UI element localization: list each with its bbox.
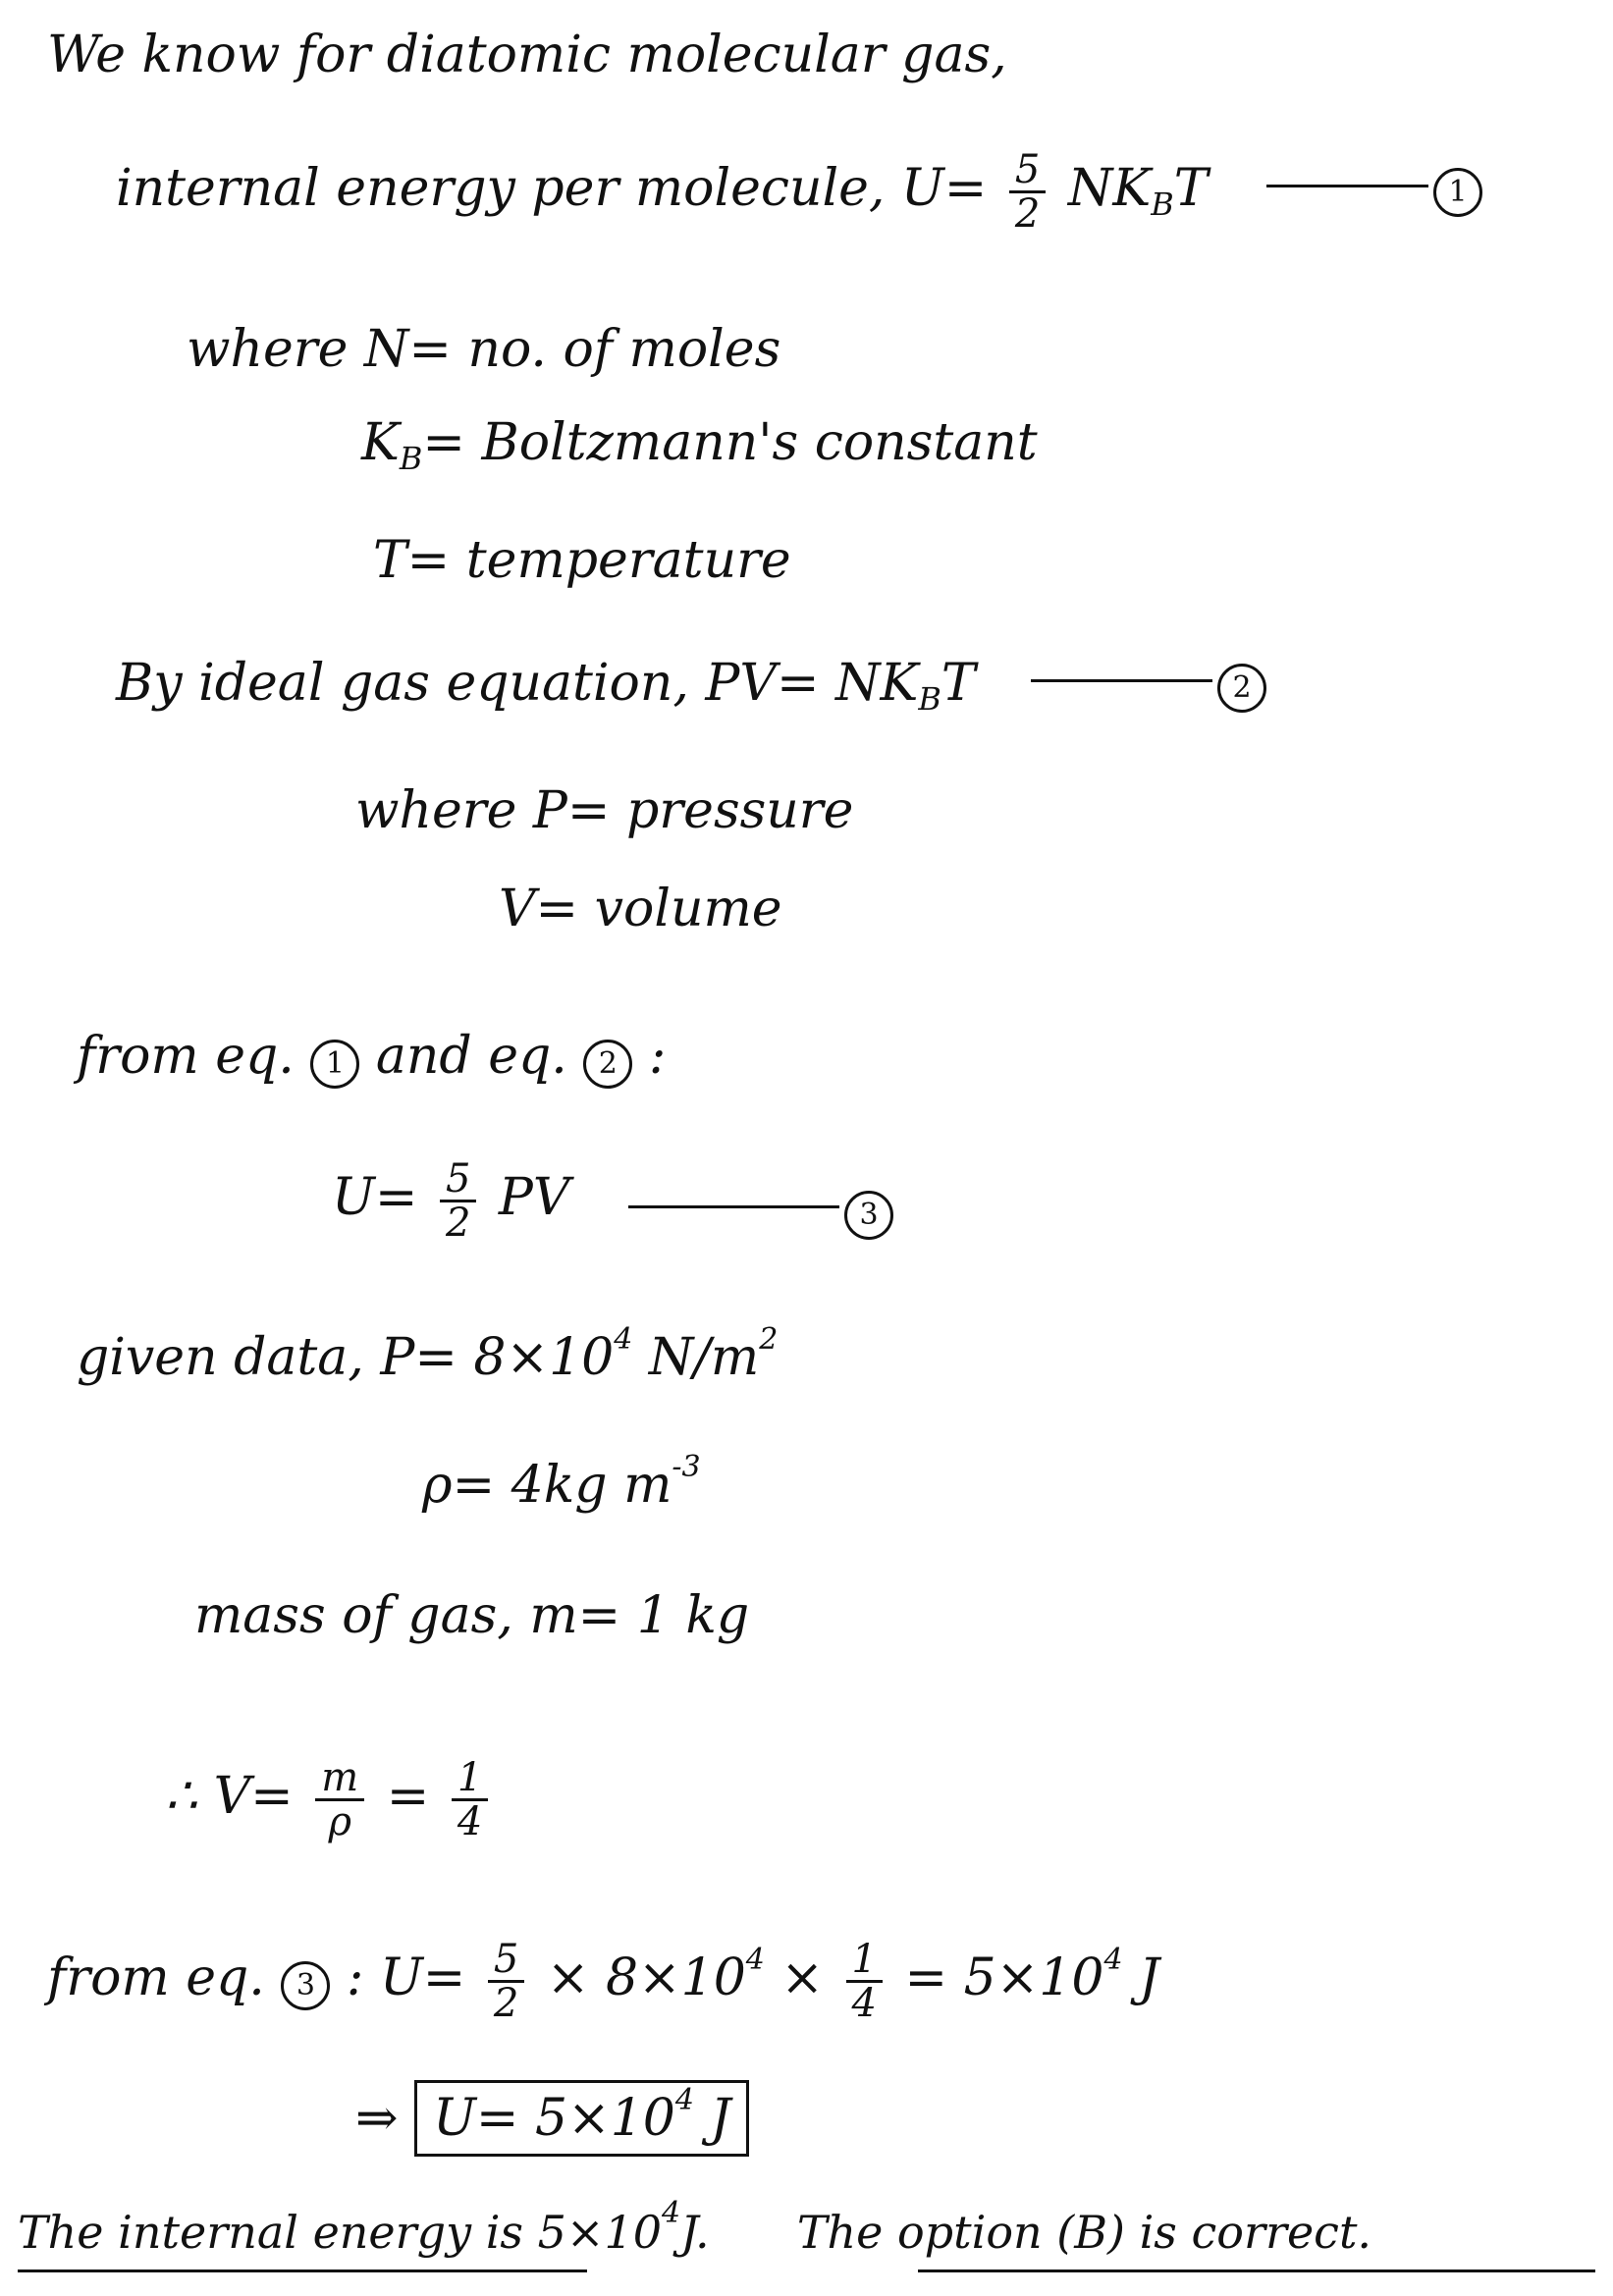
given-mass: mass of gas, m= 1 kg — [194, 1586, 750, 1645]
calculation-line: from eq. 3 : U= $\frac{5}{2}$ × $8\times 10^4$ × $\frac{1}{4}$ = $5\times 10^4$ J — [47, 1937, 1159, 2026]
conclusion-line — [18, 2196, 1372, 2259]
given-density: ρ= 4kg $m^{-3}$ — [422, 1450, 701, 1515]
fraction-5-over-2: $\frac{5}{2}$ — [1009, 149, 1046, 235]
equation-2-tag: 2 — [1217, 655, 1266, 713]
equation-1: internal energy per molecule, U= $\frac{5}{2}$ $NK_BT$ — [116, 147, 1209, 237]
definition-v: V= volume — [499, 880, 782, 938]
definition-kb: $K_B=$ Boltzmann's constant — [361, 413, 1038, 477]
definition-t: T= temperature — [373, 531, 791, 590]
equation-1-tag: 1 — [1433, 159, 1482, 217]
fraction-m-over-rho: $\frac{m}{\rho}$ — [315, 1757, 364, 1842]
fraction-1-over-4: $\frac{1}{4}$ — [452, 1757, 488, 1842]
equation-2-dash — [1031, 679, 1212, 682]
conclusion-part-2: The option (B) is correct. — [796, 2206, 1372, 2259]
conclusion-part-1: The internal energy is $5\times 10^4J$. — [18, 2196, 710, 2259]
definition-n: where N= no. of moles — [187, 320, 781, 379]
intro-line: We know for diatomic molecular gas, — [47, 26, 1007, 84]
given-pressure: given data, $P= 8\times 10^4$ $N/m^2$ — [77, 1322, 779, 1387]
fraction-5-over-2: $\frac{5}{2}$ — [488, 1939, 524, 2024]
from-eq-1-and-2: from eq. 1 and eq. 2 : — [77, 1031, 666, 1089]
equation-3-dash — [628, 1205, 839, 1208]
definition-p: where P= pressure — [355, 781, 854, 840]
underline-2 — [918, 2269, 1595, 2272]
underline-1 — [18, 2269, 587, 2272]
equation-2: By ideal gas equation, $PV= NK_BT$ — [116, 654, 976, 718]
volume-line: ∴ V= $\frac{m}{\rho}$ = $\frac{1}{4}$ — [165, 1757, 494, 1842]
equation-1-dash — [1266, 185, 1428, 187]
fraction-1-over-4: $\frac{1}{4}$ — [846, 1939, 883, 2024]
fraction-5-over-2: $\frac{5}{2}$ — [440, 1158, 476, 1244]
boxed-answer: $U= 5\times 10^4$ J — [414, 2080, 749, 2157]
equation-3: U= $\frac{5}{2}$ PV — [332, 1156, 570, 1246]
result-line: ⇒ $U= 5\times 10^4$ J — [355, 2086, 749, 2144]
equation-3-tag: 3 — [844, 1182, 893, 1240]
